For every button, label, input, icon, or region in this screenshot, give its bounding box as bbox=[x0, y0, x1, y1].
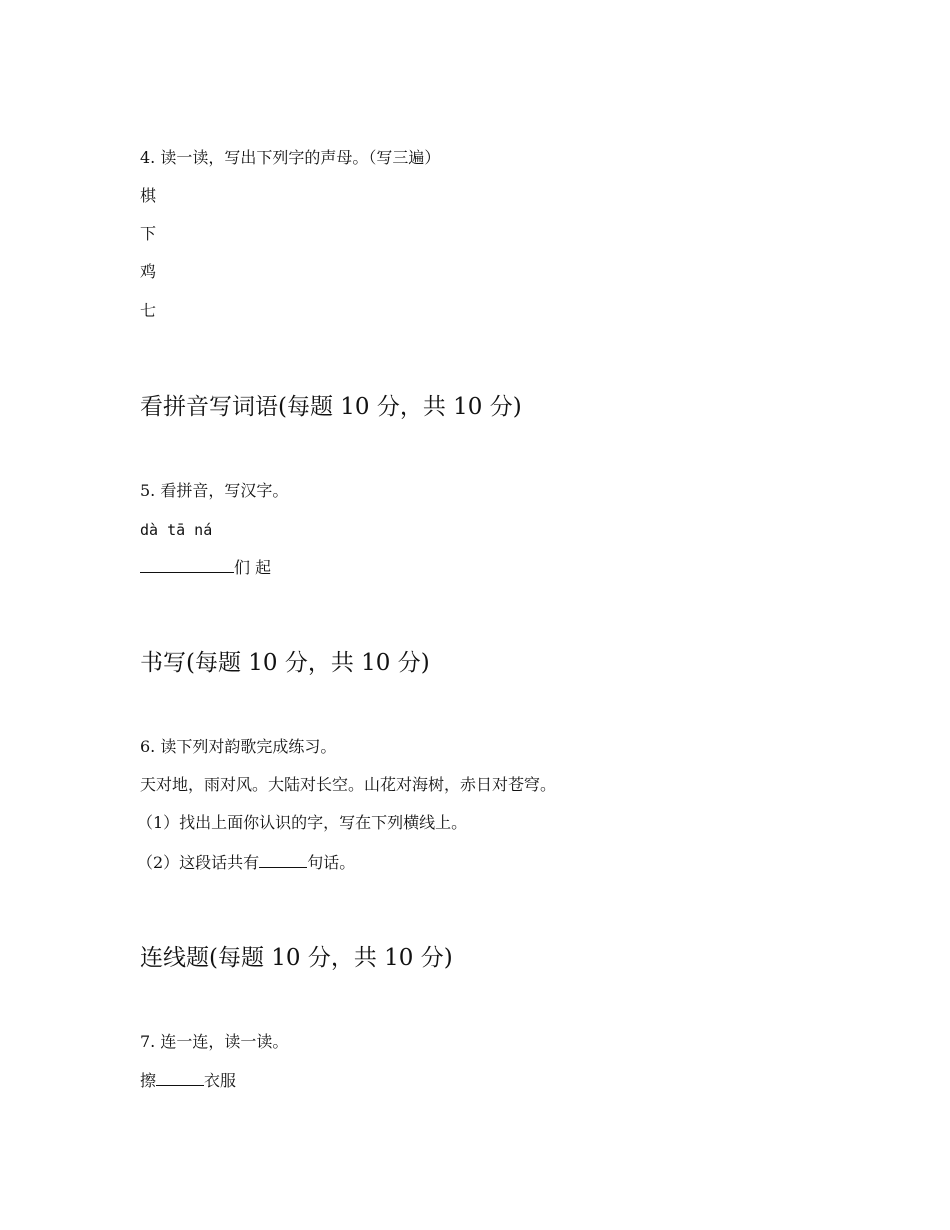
question-5-prompt: 5. 看拼音，写汉字。 bbox=[140, 481, 289, 500]
answer-blank[interactable] bbox=[140, 556, 234, 573]
question-4-char-3: 鸡 bbox=[140, 262, 157, 281]
answer-blank[interactable] bbox=[259, 851, 307, 868]
question-5-pinyin: dà tā ná bbox=[140, 521, 213, 539]
question-7-left-word: 擦 bbox=[140, 1071, 157, 1090]
section-heading-matching: 连线题(每题 10 分，共 10 分) bbox=[140, 945, 453, 971]
question-5-suffix: 们 起 bbox=[234, 558, 272, 577]
section-heading-writing: 书写(每题 10 分，共 10 分) bbox=[140, 650, 430, 676]
section-heading-pinyin: 看拼音写词语(每题 10 分，共 10 分) bbox=[140, 394, 522, 420]
question-6-poem: 天对地，雨对风。大陆对长空。山花对海树，赤日对苍穹。 bbox=[140, 775, 557, 794]
question-4-char-2: 下 bbox=[140, 224, 157, 243]
connect-line[interactable] bbox=[156, 1069, 204, 1086]
question-6-prompt: 6. 读下列对韵歌完成练习。 bbox=[140, 737, 337, 756]
question-6-sub-2-after: 句话。 bbox=[307, 853, 356, 872]
question-6-sub-2-before: （2）这段话共有 bbox=[137, 853, 260, 872]
question-7-match-row bbox=[140, 1069, 236, 1092]
question-6-sub-1: （1）找出上面你认识的字，写在下列横线上。 bbox=[137, 813, 468, 832]
question-6-sub-2 bbox=[137, 851, 355, 874]
question-4-char-4: 七 bbox=[140, 301, 157, 320]
question-4-char-1: 棋 bbox=[140, 186, 157, 205]
question-7-right-word: 衣服 bbox=[204, 1071, 237, 1090]
question-7-prompt: 7. 连一连，读一读。 bbox=[140, 1032, 289, 1051]
question-5-answer-line bbox=[140, 556, 271, 579]
question-4-prompt: 4. 读一读，写出下列字的声母。（写三遍） bbox=[140, 148, 441, 167]
